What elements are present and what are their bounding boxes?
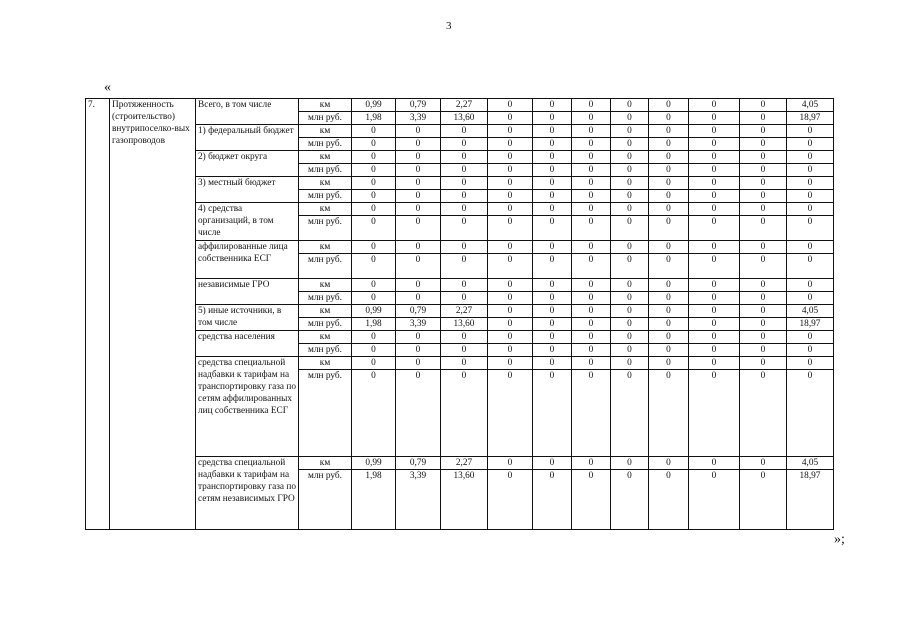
value-cell: 0: [740, 112, 787, 125]
value-cell: 0: [396, 344, 441, 357]
value-cell: 0: [740, 318, 787, 331]
value-cell: 0: [441, 241, 488, 254]
value-cell: 0: [649, 112, 689, 125]
value-cell: 0: [488, 164, 533, 177]
value-cell: 0: [787, 331, 834, 344]
unit-km: км: [299, 125, 352, 138]
funding-source-label: средства населения: [196, 331, 299, 357]
unit-km: км: [299, 279, 352, 292]
value-cell: 0: [441, 357, 488, 370]
value-cell: 0: [352, 344, 396, 357]
value-cell: 0,79: [396, 457, 441, 470]
value-cell: 0: [396, 279, 441, 292]
unit-km: км: [299, 177, 352, 190]
value-cell: 0: [689, 151, 740, 164]
value-cell: 0: [533, 241, 572, 254]
value-cell: 0: [611, 292, 649, 305]
value-cell: 0: [649, 254, 689, 279]
value-cell: 0: [572, 305, 611, 318]
table-row: [86, 241, 834, 254]
value-cell: 0: [396, 216, 441, 241]
value-cell: 0: [649, 457, 689, 470]
value-cell: 0: [689, 203, 740, 216]
value-cell: 0: [441, 177, 488, 190]
value-cell: 0: [611, 470, 649, 530]
value-cell: 0: [689, 331, 740, 344]
value-cell: 0: [488, 177, 533, 190]
unit-mln-rub: млн руб.: [299, 470, 352, 530]
value-cell: 0: [611, 241, 649, 254]
value-cell: 0: [572, 151, 611, 164]
value-cell: 0: [572, 138, 611, 151]
value-cell: 0: [740, 164, 787, 177]
unit-mln-rub: млн руб.: [299, 112, 352, 125]
value-cell: 13,60: [441, 112, 488, 125]
value-cell: 0: [740, 331, 787, 344]
value-cell: 0: [611, 279, 649, 292]
value-cell: 0,79: [396, 99, 441, 112]
value-cell: 0: [488, 190, 533, 203]
value-cell: 0: [572, 241, 611, 254]
value-cell: 0: [787, 292, 834, 305]
value-cell: 0: [396, 177, 441, 190]
value-cell: 0: [740, 203, 787, 216]
value-cell: 0: [649, 203, 689, 216]
funding-source-label: аффилированные лица собственника ЕСГ: [196, 241, 299, 279]
unit-mln-rub: млн руб.: [299, 190, 352, 203]
value-cell: 0: [533, 190, 572, 203]
unit-km: км: [299, 457, 352, 470]
value-cell: 0,79: [396, 305, 441, 318]
value-cell: 0: [689, 254, 740, 279]
value-cell: 0: [787, 177, 834, 190]
value-cell: 0: [572, 254, 611, 279]
value-cell: 0: [740, 279, 787, 292]
value-cell: 0: [533, 292, 572, 305]
value-cell: 0: [572, 318, 611, 331]
value-cell: 13,60: [441, 470, 488, 530]
value-cell: 0: [396, 370, 441, 457]
value-cell: 0: [488, 357, 533, 370]
table-row: [86, 151, 834, 164]
value-cell: 0: [611, 125, 649, 138]
value-cell: 0: [649, 318, 689, 331]
value-cell: 0: [396, 164, 441, 177]
value-cell: 0: [689, 138, 740, 151]
value-cell: 0: [572, 177, 611, 190]
value-cell: 0: [649, 357, 689, 370]
value-cell: 0: [488, 125, 533, 138]
value-cell: 0: [488, 254, 533, 279]
value-cell: 0: [787, 151, 834, 164]
table-row: [86, 279, 834, 292]
value-cell: 0: [533, 344, 572, 357]
value-cell: 0: [352, 138, 396, 151]
value-cell: 0: [787, 138, 834, 151]
value-cell: 0: [740, 177, 787, 190]
value-cell: 0: [352, 151, 396, 164]
value-cell: 0: [488, 470, 533, 530]
value-cell: 0: [611, 151, 649, 164]
table-row: [86, 125, 834, 138]
value-cell: 0: [533, 203, 572, 216]
value-cell: 0: [611, 164, 649, 177]
value-cell: 0: [488, 216, 533, 241]
value-cell: 0: [787, 203, 834, 216]
value-cell: 3,39: [396, 318, 441, 331]
value-cell: 0: [689, 292, 740, 305]
value-cell: 0: [649, 331, 689, 344]
value-cell: 0: [689, 99, 740, 112]
value-cell: 0: [533, 305, 572, 318]
unit-mln-rub: млн руб.: [299, 370, 352, 457]
value-cell: 0: [611, 457, 649, 470]
value-cell: 0: [787, 370, 834, 457]
value-cell: 0: [572, 370, 611, 457]
value-cell: 0: [689, 357, 740, 370]
value-cell: 0: [689, 457, 740, 470]
value-cell: 0: [572, 99, 611, 112]
value-cell: 0: [572, 292, 611, 305]
value-cell: 0: [441, 151, 488, 164]
value-cell: 0: [740, 357, 787, 370]
value-cell: 0: [572, 331, 611, 344]
value-cell: 0: [396, 254, 441, 279]
unit-mln-rub: млн руб.: [299, 216, 352, 241]
closing-quote-mark: »;: [834, 532, 845, 547]
value-cell: 0: [488, 112, 533, 125]
value-cell: 0: [787, 164, 834, 177]
value-cell: 0: [352, 279, 396, 292]
value-cell: 2,27: [441, 99, 488, 112]
value-cell: 0: [572, 125, 611, 138]
value-cell: 4,05: [787, 457, 834, 470]
value-cell: 0,99: [352, 457, 396, 470]
value-cell: 0: [572, 216, 611, 241]
value-cell: 0: [533, 112, 572, 125]
value-cell: 0: [740, 305, 787, 318]
value-cell: 0: [611, 318, 649, 331]
value-cell: 0: [441, 292, 488, 305]
value-cell: 3,39: [396, 112, 441, 125]
value-cell: 0: [533, 216, 572, 241]
opening-quote-mark: «: [104, 80, 111, 95]
value-cell: 0: [689, 125, 740, 138]
unit-km: км: [299, 305, 352, 318]
value-cell: 0: [787, 216, 834, 241]
value-cell: 0: [488, 305, 533, 318]
funding-source-label: 1) федеральный бюджет: [196, 125, 299, 151]
value-cell: 0,99: [352, 99, 396, 112]
unit-mln-rub: млн руб.: [299, 292, 352, 305]
value-cell: 0: [352, 190, 396, 203]
value-cell: 18,97: [787, 470, 834, 530]
value-cell: 0: [441, 164, 488, 177]
value-cell: 0: [611, 190, 649, 203]
value-cell: 0: [740, 151, 787, 164]
value-cell: 0: [649, 279, 689, 292]
table-row: [86, 457, 834, 470]
value-cell: 0: [533, 370, 572, 457]
value-cell: 0: [533, 177, 572, 190]
page-number: 3: [446, 20, 452, 32]
value-cell: 0: [441, 138, 488, 151]
value-cell: 0: [533, 318, 572, 331]
value-cell: 0: [740, 99, 787, 112]
value-cell: 0: [649, 177, 689, 190]
value-cell: 0: [649, 305, 689, 318]
value-cell: 0: [611, 99, 649, 112]
value-cell: 0: [740, 125, 787, 138]
value-cell: 0: [689, 177, 740, 190]
unit-km: км: [299, 241, 352, 254]
value-cell: 0: [488, 370, 533, 457]
value-cell: 0: [740, 138, 787, 151]
value-cell: 0: [488, 151, 533, 164]
value-cell: 0: [488, 138, 533, 151]
value-cell: 4,05: [787, 305, 834, 318]
value-cell: 0: [740, 216, 787, 241]
value-cell: 0: [787, 279, 834, 292]
value-cell: 0: [352, 331, 396, 344]
value-cell: 0: [488, 318, 533, 331]
value-cell: 0: [488, 331, 533, 344]
value-cell: 0: [441, 190, 488, 203]
value-cell: 0: [611, 331, 649, 344]
value-cell: 0: [352, 203, 396, 216]
value-cell: 0: [740, 344, 787, 357]
value-cell: 0: [533, 254, 572, 279]
value-cell: 0: [396, 292, 441, 305]
value-cell: 1,98: [352, 318, 396, 331]
value-cell: 0: [649, 292, 689, 305]
value-cell: 0: [572, 112, 611, 125]
value-cell: 0: [649, 370, 689, 457]
value-cell: 0: [649, 151, 689, 164]
value-cell: 0: [396, 151, 441, 164]
value-cell: 0: [572, 344, 611, 357]
value-cell: 0: [488, 203, 533, 216]
value-cell: 0: [533, 470, 572, 530]
value-cell: 0: [533, 138, 572, 151]
value-cell: 0: [611, 203, 649, 216]
value-cell: 0: [533, 164, 572, 177]
value-cell: 0: [649, 138, 689, 151]
unit-mln-rub: млн руб.: [299, 138, 352, 151]
unit-km: км: [299, 357, 352, 370]
unit-km: км: [299, 203, 352, 216]
value-cell: 0: [441, 254, 488, 279]
value-cell: 0: [689, 164, 740, 177]
value-cell: 0: [572, 357, 611, 370]
funding-source-label: средства специальной надбавки к тарифам на транспортировку газа по сетям аффилированных лиц собственника ЕСГ: [196, 357, 299, 457]
unit-mln-rub: млн руб.: [299, 164, 352, 177]
funding-source-label: независимые ГРО: [196, 279, 299, 305]
value-cell: 0: [787, 241, 834, 254]
table-row: [86, 203, 834, 216]
value-cell: 0: [611, 112, 649, 125]
value-cell: 1,98: [352, 470, 396, 530]
value-cell: 0: [572, 164, 611, 177]
unit-mln-rub: млн руб.: [299, 344, 352, 357]
value-cell: 0: [689, 190, 740, 203]
table-row: [86, 177, 834, 190]
value-cell: 0: [441, 331, 488, 344]
value-cell: 0: [649, 470, 689, 530]
funding-source-label: 5) иные источники, в том числе: [196, 305, 299, 331]
unit-km: км: [299, 331, 352, 344]
value-cell: 0: [441, 216, 488, 241]
value-cell: 0: [611, 177, 649, 190]
value-cell: 0: [689, 216, 740, 241]
value-cell: 0: [533, 125, 572, 138]
value-cell: 0: [396, 125, 441, 138]
value-cell: 0: [352, 254, 396, 279]
value-cell: 0: [689, 279, 740, 292]
table-row: [86, 331, 834, 344]
value-cell: 0: [396, 203, 441, 216]
value-cell: 0: [611, 138, 649, 151]
value-cell: 0: [611, 370, 649, 457]
value-cell: 0: [533, 99, 572, 112]
value-cell: 0: [572, 279, 611, 292]
value-cell: 0: [352, 370, 396, 457]
funding-source-label: 3) местный бюджет: [196, 177, 299, 203]
value-cell: 0: [572, 203, 611, 216]
value-cell: 0: [649, 344, 689, 357]
value-cell: 2,27: [441, 457, 488, 470]
value-cell: 0: [787, 190, 834, 203]
value-cell: 0: [740, 190, 787, 203]
value-cell: 13,60: [441, 318, 488, 331]
value-cell: 0: [441, 279, 488, 292]
value-cell: 0: [649, 99, 689, 112]
row-number: 7.: [86, 99, 110, 530]
value-cell: 0: [740, 292, 787, 305]
value-cell: 1,98: [352, 112, 396, 125]
value-cell: 0: [649, 125, 689, 138]
value-cell: 18,97: [787, 112, 834, 125]
value-cell: 0: [352, 241, 396, 254]
table-row: [86, 357, 834, 370]
unit-mln-rub: млн руб.: [299, 318, 352, 331]
value-cell: 0: [572, 190, 611, 203]
value-cell: 0: [533, 457, 572, 470]
funding-source-label: Всего, в том числе: [196, 99, 299, 125]
funding-source-label: 4) средства организаций, в том числе: [196, 203, 299, 241]
value-cell: 0: [441, 344, 488, 357]
value-cell: 0: [689, 241, 740, 254]
value-cell: 0: [572, 457, 611, 470]
value-cell: 0: [396, 190, 441, 203]
value-cell: 0: [689, 318, 740, 331]
value-cell: 0: [649, 190, 689, 203]
value-cell: 0: [533, 151, 572, 164]
table-row: [86, 99, 834, 112]
value-cell: 0: [533, 357, 572, 370]
value-cell: 0: [611, 254, 649, 279]
value-cell: 0: [396, 138, 441, 151]
value-cell: 0: [352, 292, 396, 305]
value-cell: 0: [689, 370, 740, 457]
value-cell: 0: [649, 216, 689, 241]
value-cell: 0: [689, 305, 740, 318]
value-cell: 0: [611, 216, 649, 241]
value-cell: 18,97: [787, 318, 834, 331]
unit-km: км: [299, 151, 352, 164]
table-row: [86, 305, 834, 318]
value-cell: 0: [441, 203, 488, 216]
value-cell: 0: [488, 292, 533, 305]
value-cell: 0: [396, 241, 441, 254]
funding-source-label: 2) бюджет округа: [196, 151, 299, 177]
value-cell: 0: [740, 254, 787, 279]
value-cell: 0: [488, 99, 533, 112]
value-cell: 0: [488, 457, 533, 470]
value-cell: 0: [740, 470, 787, 530]
value-cell: 0: [787, 254, 834, 279]
unit-km: км: [299, 99, 352, 112]
value-cell: 0: [488, 344, 533, 357]
value-cell: 0: [689, 112, 740, 125]
value-cell: 0: [611, 344, 649, 357]
value-cell: 0: [689, 470, 740, 530]
value-cell: 0: [740, 241, 787, 254]
value-cell: 2,27: [441, 305, 488, 318]
value-cell: 0: [689, 344, 740, 357]
value-cell: 0: [352, 357, 396, 370]
value-cell: 0: [352, 216, 396, 241]
value-cell: 0: [352, 177, 396, 190]
value-cell: 0: [396, 331, 441, 344]
unit-mln-rub: млн руб.: [299, 254, 352, 279]
value-cell: 0: [649, 164, 689, 177]
value-cell: 0: [787, 125, 834, 138]
value-cell: 0: [611, 305, 649, 318]
value-cell: 0: [488, 279, 533, 292]
value-cell: 0: [740, 370, 787, 457]
value-cell: 4,05: [787, 99, 834, 112]
funding-source-label: средства специальной надбавки к тарифам на транспортировку газа по сетям независимых ГРО: [196, 457, 299, 530]
value-cell: 0: [352, 125, 396, 138]
value-cell: 0: [441, 370, 488, 457]
value-cell: 0: [396, 357, 441, 370]
value-cell: 0: [611, 357, 649, 370]
value-cell: 0: [488, 241, 533, 254]
indicator-name: Протяженность (строительство) внутрипоселко-вых газопроводов: [110, 99, 196, 530]
value-cell: 0: [441, 125, 488, 138]
value-cell: 0: [352, 164, 396, 177]
value-cell: 3,39: [396, 470, 441, 530]
investment-table: [85, 98, 834, 530]
value-cell: 0: [533, 331, 572, 344]
value-cell: 0: [649, 241, 689, 254]
value-cell: 0: [740, 457, 787, 470]
value-cell: 0: [787, 344, 834, 357]
value-cell: 0: [572, 470, 611, 530]
value-cell: 0: [533, 279, 572, 292]
value-cell: 0,99: [352, 305, 396, 318]
value-cell: 0: [787, 357, 834, 370]
